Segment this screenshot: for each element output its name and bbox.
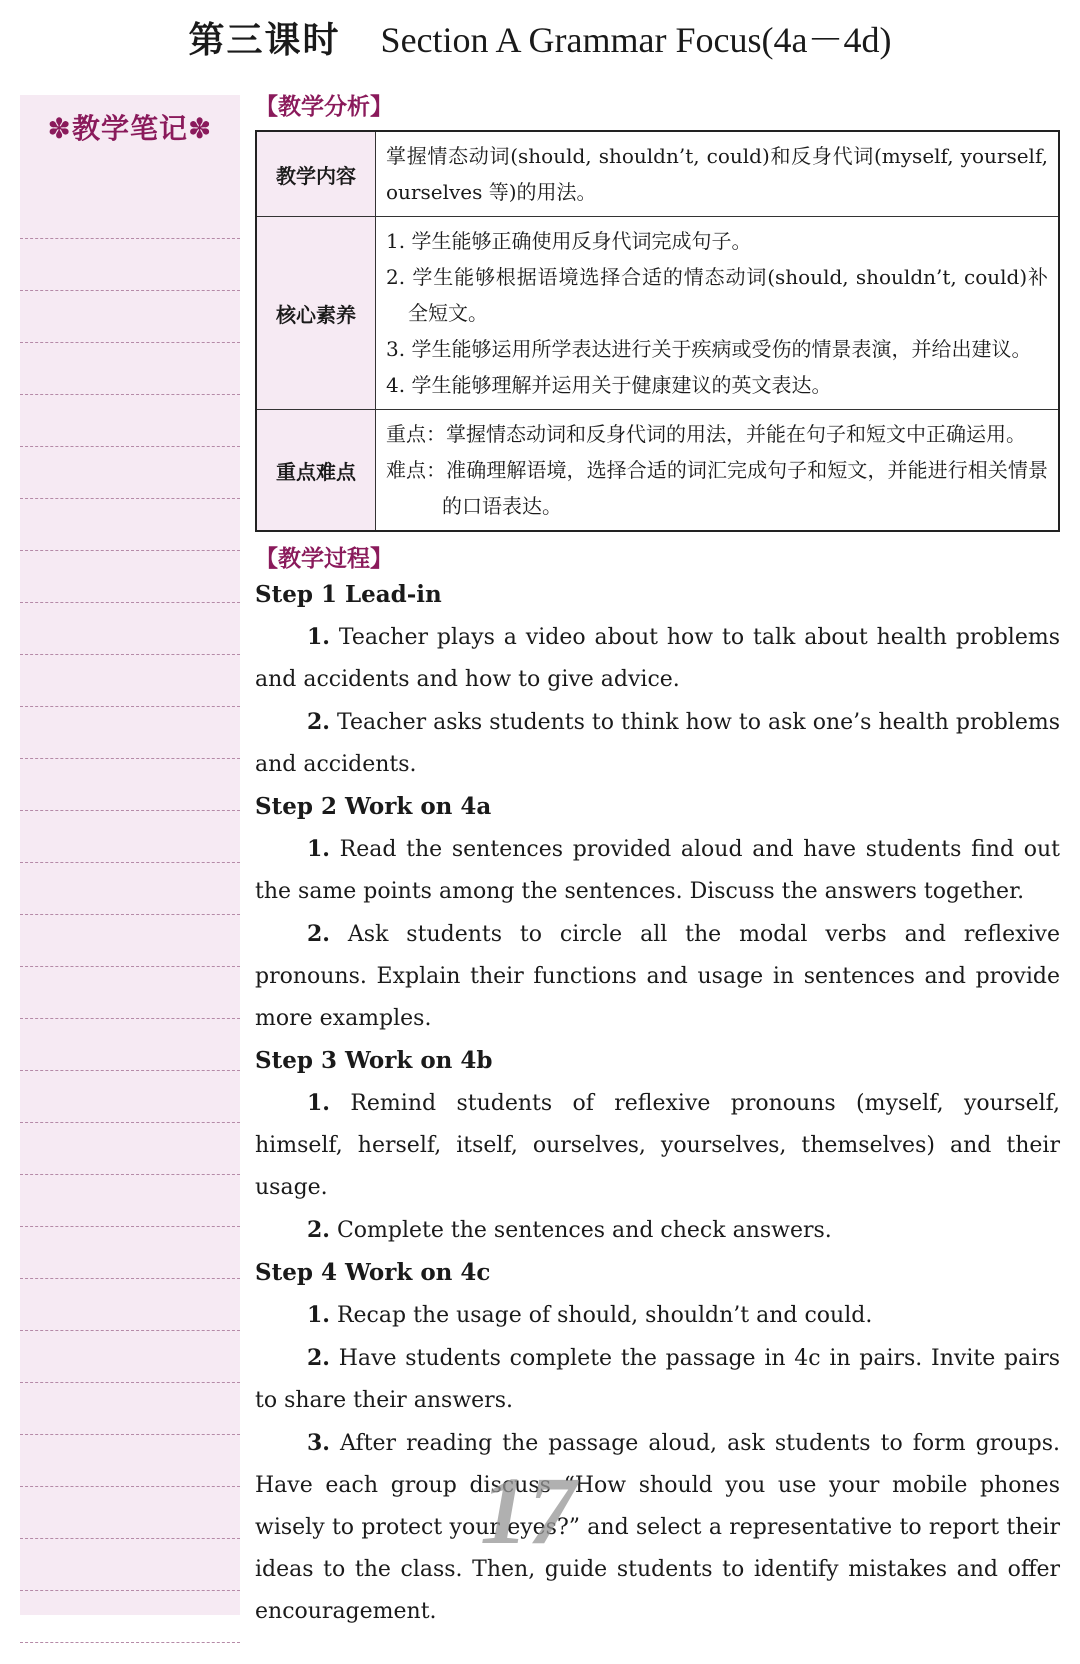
item-text: Read the sentences provided aloud and have students find out the same points among the sentences. Discuss the answers together.	[255, 837, 1060, 904]
row-label: 核心素养	[256, 217, 376, 410]
note-line	[20, 291, 240, 343]
item-text: Recap the usage of should, shouldn’t and could.	[336, 1303, 873, 1328]
step-title: Work on 4b	[344, 1047, 493, 1074]
note-line	[20, 863, 240, 915]
step-item	[255, 701, 1060, 786]
note-line	[20, 1487, 240, 1539]
note-line	[20, 967, 240, 1019]
step-item	[255, 616, 1060, 701]
step-number: Step 4	[255, 1259, 337, 1286]
row-line: 掌握情态动词(should, shouldn’t, could)和反身代词(myself, yourself, ourselves 等)的用法。	[386, 144, 1048, 204]
item-text: Teacher asks students to think how to ask one’s health problems and accidents.	[255, 710, 1060, 777]
note-line	[20, 1227, 240, 1279]
note-line	[20, 343, 240, 395]
note-line	[20, 1435, 240, 1487]
note-line	[20, 915, 240, 967]
analysis-table	[255, 130, 1060, 532]
process-section	[255, 544, 1060, 1633]
step-number: Step 2	[255, 793, 337, 820]
item-number: 1.	[307, 836, 330, 862]
step-title: Work on 4a	[344, 793, 492, 820]
notes-sidebar	[20, 95, 240, 1615]
note-line	[20, 551, 240, 603]
page-header	[0, 18, 1080, 62]
row-line: 3. 学生能够运用所学表达进行关于疾病或受伤的情景表演，并给出建议。	[386, 337, 1032, 361]
row-line: 4. 学生能够理解并运用关于健康建议的英文表达。	[386, 373, 832, 397]
row-line: 重点：掌握情态动词和反身代词的用法，并能在句子和短文中正确运用。	[386, 422, 1026, 446]
table-row	[256, 217, 1059, 410]
note-line	[20, 1071, 240, 1123]
step-title: Work on 4c	[344, 1259, 491, 1286]
note-line	[20, 447, 240, 499]
row-label: 教学内容	[256, 131, 376, 217]
item-number: 1.	[307, 624, 330, 650]
row-line: 难点：准确理解语境，选择合适的词汇完成句子和短文，并能进行相关情景的口语表达。	[386, 458, 1048, 518]
note-line	[20, 395, 240, 447]
item-number: 3.	[307, 1430, 330, 1456]
note-line	[20, 1539, 240, 1591]
item-number: 1.	[307, 1302, 330, 1328]
note-line	[20, 759, 240, 811]
item-text: Ask students to circle all the modal verbs and reflexive pronouns. Explain their functions and usage in sentences and provide more examples.	[255, 922, 1061, 1031]
note-line	[20, 1279, 240, 1331]
step-heading	[255, 1252, 1060, 1294]
note-line	[20, 1175, 240, 1227]
note-line	[20, 603, 240, 655]
step-item	[255, 913, 1060, 1040]
step-item	[255, 828, 1060, 913]
item-text: Complete the sentences and check answers.	[336, 1218, 832, 1243]
note-line	[20, 499, 240, 551]
item-number: 2.	[307, 921, 330, 947]
item-number: 2.	[307, 709, 330, 735]
row-line: 1. 学生能够正确使用反身代词完成句子。	[386, 229, 752, 253]
item-number: 2.	[307, 1217, 330, 1243]
note-line	[20, 239, 240, 291]
note-line	[20, 1019, 240, 1071]
step-item	[255, 1209, 1060, 1252]
note-line	[20, 1383, 240, 1435]
row-content	[376, 217, 1060, 410]
section-title: Section A Grammar Focus(4a－4d)	[380, 20, 892, 60]
step-item	[255, 1422, 1060, 1633]
page-number: 17	[480, 1457, 576, 1564]
step-heading	[255, 786, 1060, 828]
row-content	[376, 131, 1060, 217]
step-item	[255, 1082, 1060, 1209]
step-title: Lead-in	[344, 581, 442, 608]
item-number: 2.	[307, 1345, 330, 1371]
note-line	[20, 1331, 240, 1383]
row-content	[376, 410, 1060, 532]
process-heading: 【教学过程】	[255, 546, 393, 572]
lesson-label: 第三课时	[188, 20, 341, 60]
table-row	[256, 410, 1059, 532]
step-number: Step 1	[255, 581, 337, 608]
note-line	[20, 1591, 240, 1643]
step-item	[255, 1294, 1060, 1337]
item-text: Teacher plays a video about how to talk about health problems and accidents and how to give advice.	[255, 625, 1060, 692]
note-line	[20, 655, 240, 707]
item-text: Have students complete the passage in 4c in pairs. Invite pairs to share their answers.	[255, 1346, 1061, 1413]
step-item	[255, 1337, 1060, 1422]
step-heading	[255, 1040, 1060, 1082]
note-line	[20, 811, 240, 863]
item-text: Remind students of reflexive pronouns (myself, yourself, himself, herself, itself, ourselves, yourselves, themselves) and their usage.	[255, 1091, 1060, 1200]
notes-lines	[20, 187, 240, 1643]
notes-title: ✽教学笔记✽	[47, 112, 213, 145]
row-line: 2. 学生能够根据语境选择合适的情态动词(should, shouldn’t, could)补全短文。	[386, 265, 1048, 325]
note-line	[20, 707, 240, 759]
item-number: 1.	[307, 1090, 330, 1116]
step-number: Step 3	[255, 1047, 337, 1074]
table-row	[256, 131, 1059, 217]
note-line	[20, 1123, 240, 1175]
main-content	[255, 92, 1060, 1633]
step-heading	[255, 574, 1060, 616]
item-text: After reading the passage aloud, ask students to form groups. Have each group discuss “How should you use your mobile phones wisely to protect your eyes?” and select a representative to report their ideas to the class. Then, guide students to identify mistakes and offer encouragement.	[255, 1431, 1061, 1624]
analysis-heading: 【教学分析】	[255, 94, 393, 120]
note-line	[20, 187, 240, 239]
row-label: 重点难点	[256, 410, 376, 532]
